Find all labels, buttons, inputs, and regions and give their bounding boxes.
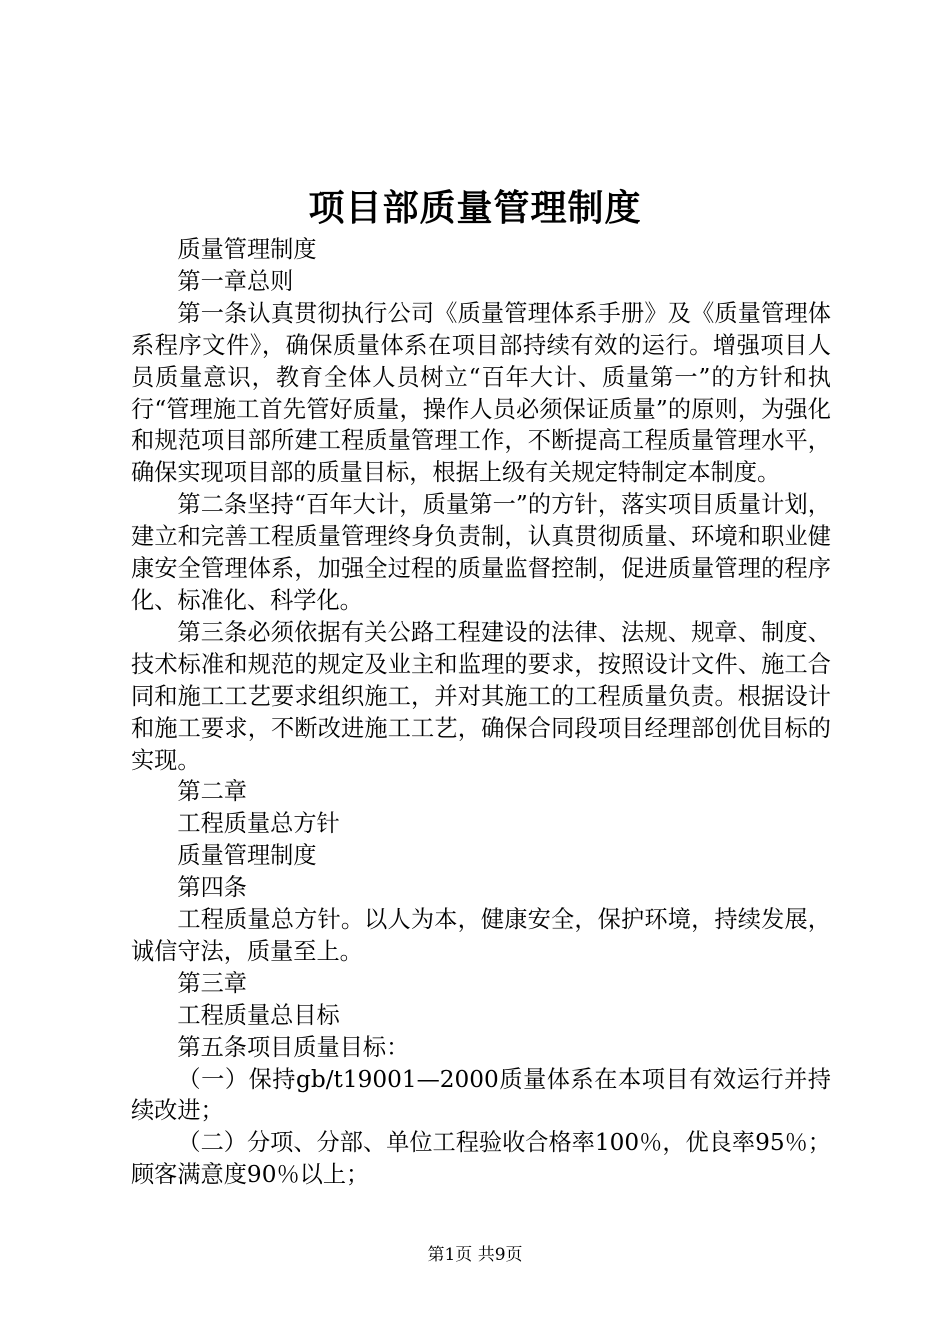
paragraph: 第二条坚持“百年大计，质量第一”的方针，落实项目质量计划，建立和完善工程质量管理终身负责制，认真贯彻质量、环境和职业健康安全管理体系，加强全过程的质量监督控制，促进质量管理的程序化、标准化、科学化。 bbox=[131, 491, 831, 614]
paragraph: 工程质量总方针 bbox=[177, 810, 340, 838]
chapter-heading: 第三章 bbox=[177, 969, 247, 997]
document-title: 项目部质量管理制度 bbox=[308, 187, 642, 229]
paragraph: 工程质量总方针。以人为本，健康安全，保护环境，持续发展，诚信守法，质量至上。 bbox=[131, 906, 831, 965]
paragraph: 工程质量总目标 bbox=[177, 1001, 340, 1029]
paragraph: 第一条认真贯彻执行公司《质量管理体系手册》及《质量管理体系程序文件》，确保质量体系在项目部持续有效的运行。增强项目人员质量意识，教育全体人员树立“百年大计、质量第一”的方针和执行“管理施工首先管好质量，操作人员必须保证质量”的原则，为强化和规范项目部所建工程质量管理工作，不断提高工程质量管理水平，确保实现项目部的质量目标，根据上级有关规定特制定本制度。 bbox=[131, 299, 831, 487]
paragraph: 第五条项目质量目标： bbox=[177, 1033, 410, 1061]
paragraph: 第四条 bbox=[177, 874, 247, 902]
document-body bbox=[131, 234, 831, 1191]
list-item: （一）保持gb/t19001—2000质量体系在本项目有效运行并持续改进； bbox=[131, 1065, 831, 1125]
paragraph: 第三条必须依据有关公路工程建设的法律、法规、规章、制度、技术标准和规范的规定及业主和监理的要求，按照设计文件、施工合同和施工工艺要求组织施工，并对其施工的工程质量负责。根据设计和施工要求，不断改进施工工艺，确保合同段项目经理部创优目标的实现。 bbox=[131, 618, 831, 774]
page-footer: 第1页 共9页 bbox=[427, 1245, 523, 1265]
paragraph: 质量管理制度 bbox=[177, 236, 317, 263]
list-item: （二）分项、分部、单位工程验收合格率100％，优良率95％；顾客满意度90％以上； bbox=[131, 1129, 831, 1189]
paragraph: 质量管理制度 bbox=[177, 842, 317, 870]
chapter-heading: 第一章总则 bbox=[177, 267, 294, 295]
chapter-heading: 第二章 bbox=[177, 778, 247, 806]
